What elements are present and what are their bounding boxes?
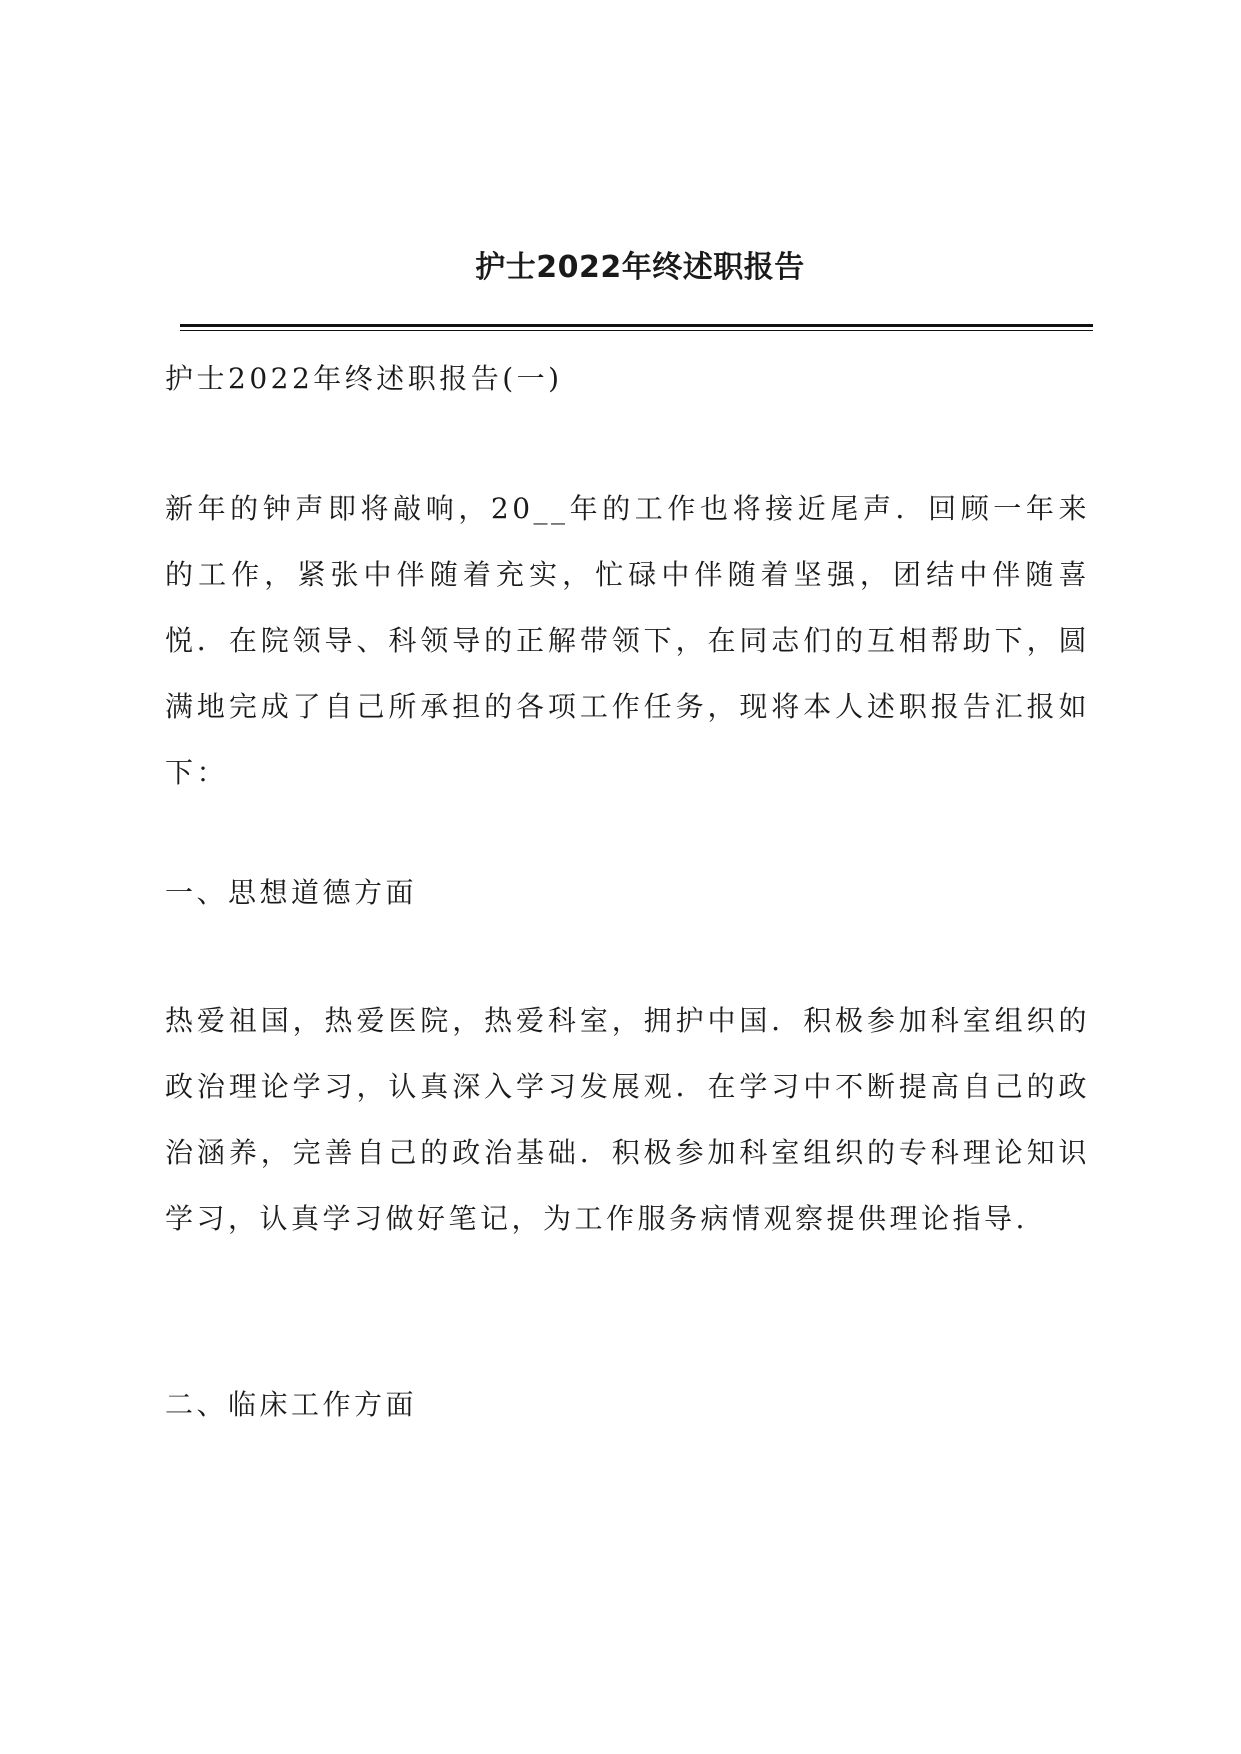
document-title: 护士2022年终述职报告 (475, 250, 805, 285)
section-heading-clinical: 二、临床工作方面 (165, 1388, 418, 1421)
title-divider-thin (180, 330, 1093, 331)
intro-paragraph: 新年的钟声即将敲响，20__年的工作也将接近尾声．回顾一年来的工作，紧张中伴随着充实，忙碌中伴随着坚强，团结中伴随喜悦．在院领导、科领导的正解带领下，在同志们的互相帮助下，圆满地完成了自己所承担的各项工作任务，现将本人述职报告汇报如下： (165, 492, 1090, 789)
title-divider-thick (180, 324, 1093, 327)
ideology-paragraph: 热爱祖国，热爱医院，热爱科室，拥护中国．积极参加科室组织的政治理论学习，认真深入学习发展观．在学习中不断提高自己的政治涵养，完善自己的政治基础．积极参加科室组织的专科理论知识学习，认真学习做好笔记，为工作服务病情观察提供理论指导. (165, 1004, 1090, 1235)
document-subtitle: 护士2022年终述职报告(一) (165, 362, 563, 395)
section-heading-ideology: 一、思想道德方面 (165, 876, 418, 909)
